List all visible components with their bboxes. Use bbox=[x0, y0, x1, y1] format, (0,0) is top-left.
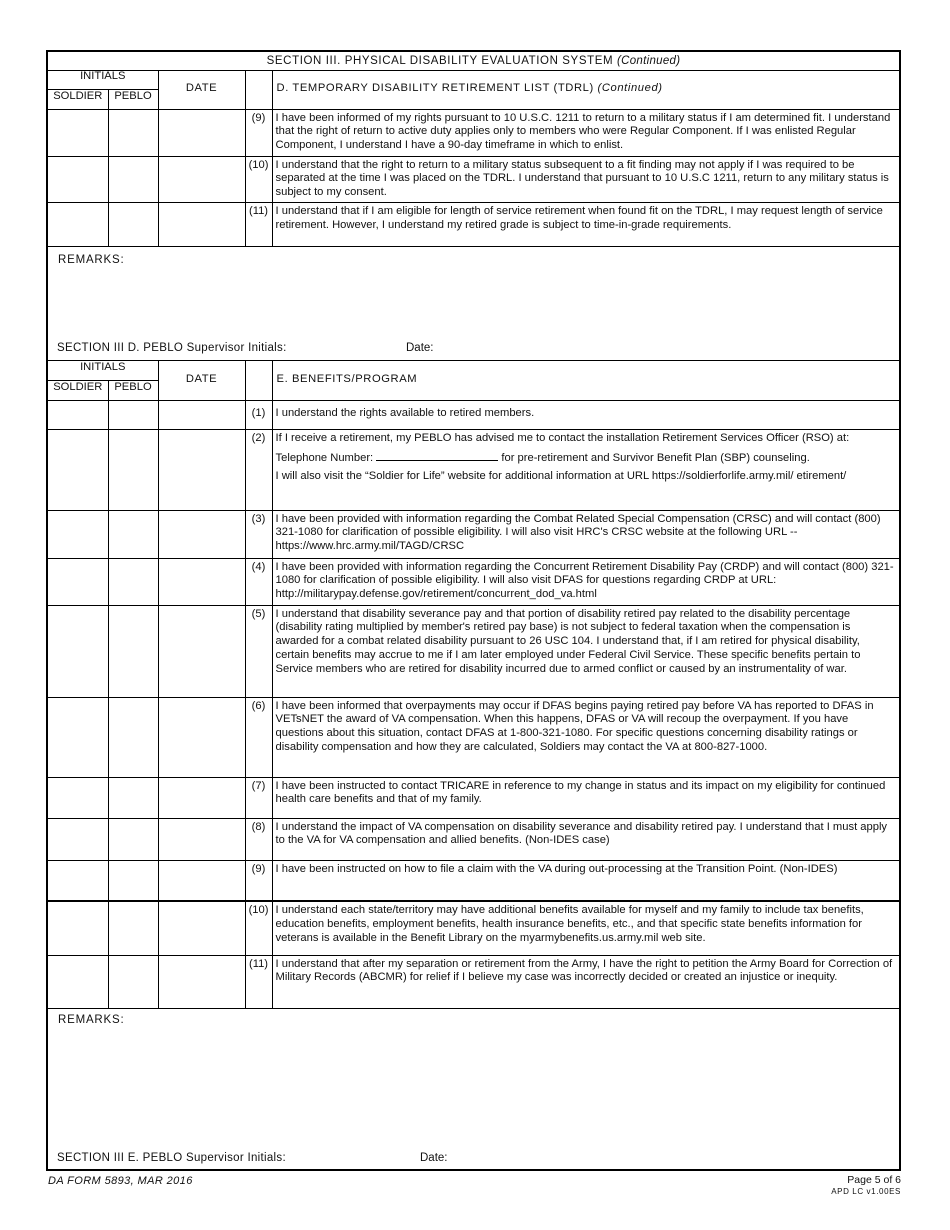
item-text: I understand that disability severance pay and that portion of disability retired pay related to the disability percentage (disability rating multiplied by member's retired pay base) is not subject to federal taxation when the compensation is awarded for a combat related disability pursuant to 26 USC 104. I understand that, if I am retired for physical disability, certain benefits may accrue to me if I am later employed under Federal Civil Service. These specific benefits pertain to Service members who are retired for disability incurred due to armed conflict or caused by an instrumentality of war. bbox=[272, 605, 899, 697]
soldier-initials-cell[interactable] bbox=[48, 955, 108, 1008]
soldier-initials-cell[interactable] bbox=[48, 202, 108, 246]
date-cell[interactable] bbox=[158, 605, 245, 697]
date-cell[interactable] bbox=[158, 818, 245, 860]
peblo-initials-cell[interactable] bbox=[108, 156, 158, 202]
item-number: (6) bbox=[245, 697, 272, 777]
section-title-continued: (Continued) bbox=[616, 55, 681, 67]
form-page bbox=[46, 50, 901, 1171]
section-e-title: E. BENEFITS/PROGRAM bbox=[272, 361, 899, 400]
item-text: I have been provided with information regarding the Combat Related Special Compensation (CRSC) and will contact (800) 321-1080 for clarification of possible eligibility. I will also visit HRC's CRSC website at the following URL -- https://www.hrc.army.mil/TAGD/CRSC bbox=[272, 510, 899, 558]
page-info bbox=[831, 1175, 901, 1197]
table-row bbox=[48, 860, 899, 901]
table-row bbox=[48, 109, 899, 156]
peblo-initials-cell[interactable] bbox=[108, 818, 158, 860]
supervisor-date-label: Date: bbox=[406, 342, 434, 354]
date-cell[interactable] bbox=[158, 860, 245, 901]
table-row bbox=[48, 777, 899, 818]
item-number: (2) bbox=[245, 429, 272, 510]
item-text: I understand the rights available to retired members. bbox=[272, 400, 899, 429]
supervisor-date-label: Date: bbox=[420, 1152, 448, 1164]
table-row bbox=[48, 400, 899, 429]
soldier-initials-cell[interactable] bbox=[48, 429, 108, 510]
telephone-suffix: for pre-retirement and Survivor Benefit Plan (SBP) counseling. bbox=[501, 452, 810, 465]
item-text: I have been provided with information regarding the Concurrent Retirement Disability Pay (CRDP) and will contact (800) 321-1080 for clarification of possible eligibility. I will also visit DFAS for questions regarding CRDP at URL: http://militarypay.defense.gov/retirement/concurrent_dod_va.html bbox=[272, 558, 899, 605]
item-number: (10) bbox=[245, 156, 272, 202]
page-number: Page 5 of 6 bbox=[847, 1174, 901, 1186]
peblo-initials-cell[interactable] bbox=[108, 429, 158, 510]
table-row bbox=[48, 510, 899, 558]
soldier-initials-cell[interactable] bbox=[48, 558, 108, 605]
table-row bbox=[48, 605, 899, 697]
date-cell[interactable] bbox=[158, 156, 245, 202]
soldier-initials-cell[interactable] bbox=[48, 697, 108, 777]
initials-header: INITIALS bbox=[48, 70, 158, 89]
num-header bbox=[245, 361, 272, 400]
section-title-text: SECTION III. PHYSICAL DISABILITY EVALUATION SYSTEM bbox=[266, 55, 614, 67]
date-cell[interactable] bbox=[158, 109, 245, 156]
item-number: (7) bbox=[245, 777, 272, 818]
item-number: (1) bbox=[245, 400, 272, 429]
section-e-remarks[interactable] bbox=[48, 1008, 899, 1169]
section-d-title-text: D. TEMPORARY DISABILITY RETIREMENT LIST (TDRL) bbox=[276, 82, 594, 95]
item-text: I have been instructed on how to file a claim with the VA during out-processing at the Transition Point. (Non-IDES) bbox=[272, 860, 899, 901]
date-cell[interactable] bbox=[158, 901, 245, 955]
date-cell[interactable] bbox=[158, 697, 245, 777]
item-number: (5) bbox=[245, 605, 272, 697]
date-header: DATE bbox=[158, 70, 245, 109]
section-e-table bbox=[48, 361, 899, 1009]
soldier-initials-cell[interactable] bbox=[48, 605, 108, 697]
supervisor-initials-label: SECTION III E. PEBLO Supervisor Initials: bbox=[57, 1152, 286, 1164]
section-e-table-wrap bbox=[48, 361, 899, 1009]
peblo-initials-cell[interactable] bbox=[108, 202, 158, 246]
peblo-initials-cell[interactable] bbox=[108, 605, 158, 697]
item-text bbox=[272, 429, 899, 510]
table-row bbox=[48, 558, 899, 605]
telephone-line bbox=[276, 449, 896, 466]
form-version: APD LC v1.00ES bbox=[831, 1187, 901, 1196]
item-text: I understand that after my separation or retirement from the Army, I have the right to petition the Army Board for Correction of Military Records (ABCMR) for relief if I believe my case was incorrectly decided or created an injustice or inequity. bbox=[272, 955, 899, 1008]
soldier-initials-cell[interactable] bbox=[48, 156, 108, 202]
item-text: I understand each state/territory may have additional benefits available for myself and my family to include tax benefits, education benefits, employment benefits, health insurance benefits, etc., and that specific state benefits information for veterans is available in the Benefit Library on the myarmybenefits.us.army.mil web site. bbox=[272, 901, 899, 955]
date-cell[interactable] bbox=[158, 558, 245, 605]
initials-header: INITIALS bbox=[48, 361, 158, 380]
peblo-header: PEBLO bbox=[108, 380, 158, 400]
section-title bbox=[48, 52, 899, 71]
item-text: I understand that if I am eligible for length of service retirement when found fit on the TDRL, I may request length of service retirement. However, I understand my retired grade is subject to time-in-grade requirements. bbox=[272, 202, 899, 246]
num-header bbox=[245, 70, 272, 109]
remarks-label: REMARKS: bbox=[58, 254, 125, 266]
soldier-initials-cell[interactable] bbox=[48, 818, 108, 860]
soldier-initials-cell[interactable] bbox=[48, 400, 108, 429]
peblo-initials-cell[interactable] bbox=[108, 697, 158, 777]
table-row bbox=[48, 429, 899, 510]
table-row bbox=[48, 955, 899, 1008]
soldier-initials-cell[interactable] bbox=[48, 860, 108, 901]
date-cell[interactable] bbox=[158, 202, 245, 246]
soldier-initials-cell[interactable] bbox=[48, 777, 108, 818]
date-cell[interactable] bbox=[158, 400, 245, 429]
item-number: (9) bbox=[245, 109, 272, 156]
peblo-initials-cell[interactable] bbox=[108, 558, 158, 605]
table-row bbox=[48, 697, 899, 777]
item-number: (3) bbox=[245, 510, 272, 558]
peblo-initials-cell[interactable] bbox=[108, 901, 158, 955]
table-row bbox=[48, 156, 899, 202]
remarks-label: REMARKS: bbox=[58, 1014, 125, 1026]
item-number: (9) bbox=[245, 860, 272, 901]
item-number: (8) bbox=[245, 818, 272, 860]
peblo-header: PEBLO bbox=[108, 89, 158, 109]
date-cell[interactable] bbox=[158, 429, 245, 510]
item-number: (4) bbox=[245, 558, 272, 605]
soldier-initials-cell[interactable] bbox=[48, 109, 108, 156]
peblo-initials-cell[interactable] bbox=[108, 777, 158, 818]
item-number: (11) bbox=[245, 202, 272, 246]
item-text: I have been informed that overpayments may occur if DFAS begins paying retired pay before VA has reported to DFAS in VETsNET the award of VA compensation. When this happens, DFAS or VA will recoup the overpayment. If you have questions about this situation, contact DFAS at 1-800-321-1080. For specific questions concerning disability ratings or disability compensation and how they are calculated, Soldiers may contact the VA at 800-827-1000. bbox=[272, 697, 899, 777]
table-row bbox=[48, 901, 899, 955]
section-d-remarks[interactable] bbox=[48, 248, 899, 361]
peblo-initials-cell[interactable] bbox=[108, 109, 158, 156]
date-cell[interactable] bbox=[158, 955, 245, 1008]
peblo-initials-cell[interactable] bbox=[108, 860, 158, 901]
soldier-initials-cell[interactable] bbox=[48, 510, 108, 558]
item-number: (10) bbox=[245, 901, 272, 955]
item-text: I understand that the right to return to a military status subsequent to a fit finding may not apply if I was required to be separated at the time I was placed on the TDRL. I understand that pursuant to 10 U.S.C 1211, return to any military status is subject to my consent. bbox=[272, 156, 899, 202]
section-d-title bbox=[272, 70, 899, 109]
date-cell[interactable] bbox=[158, 510, 245, 558]
item-number: (11) bbox=[245, 955, 272, 1008]
item-text: I have been instructed to contact TRICARE in reference to my change in status and its impact on my eligibility for continued health care benefits and that of my family. bbox=[272, 777, 899, 818]
soldier-header: SOLDIER bbox=[48, 89, 108, 109]
item-text: I have been informed of my rights pursuant to 10 U.S.C. 1211 to return to a military status if I am determined fit. I understand that the right of return to active duty applies only to members who were Regular Component. If I was enlisted Regular Component, I understand I have a 90-day timeframe in which to enlist. bbox=[272, 109, 899, 156]
peblo-initials-cell[interactable] bbox=[108, 400, 158, 429]
item-2-text-a: If I receive a retirement, my PEBLO has advised me to contact the installation Retirement Services Officer (RSO) at: bbox=[275, 431, 850, 444]
peblo-initials-cell[interactable] bbox=[108, 510, 158, 558]
section-d-title-continued: (Continued) bbox=[597, 82, 663, 95]
soldier-header: SOLDIER bbox=[48, 380, 108, 400]
section-d-table bbox=[48, 70, 899, 247]
peblo-initials-cell[interactable] bbox=[108, 955, 158, 1008]
date-header: DATE bbox=[158, 361, 245, 400]
supervisor-initials-label: SECTION III D. PEBLO Supervisor Initials: bbox=[57, 342, 287, 354]
telephone-input[interactable] bbox=[376, 449, 498, 461]
table-row bbox=[48, 202, 899, 246]
item-2-text-b: I will also visit the “Soldier for Life” website for additional information at URL https://soldierforlife.army.mil/ etirement/ bbox=[275, 470, 847, 483]
date-cell[interactable] bbox=[158, 777, 245, 818]
soldier-initials-cell[interactable] bbox=[48, 901, 108, 955]
form-identifier: DA FORM 5893, MAR 2016 bbox=[48, 1175, 193, 1187]
section-d-table-wrap bbox=[48, 70, 899, 247]
item-text: I understand the impact of VA compensation on disability severance and disability retired pay. I understand that I must apply to the VA for VA compensation and allied benefits. (Non-IDES case) bbox=[272, 818, 899, 860]
table-row bbox=[48, 818, 899, 860]
telephone-label: Telephone Number: bbox=[275, 452, 374, 465]
